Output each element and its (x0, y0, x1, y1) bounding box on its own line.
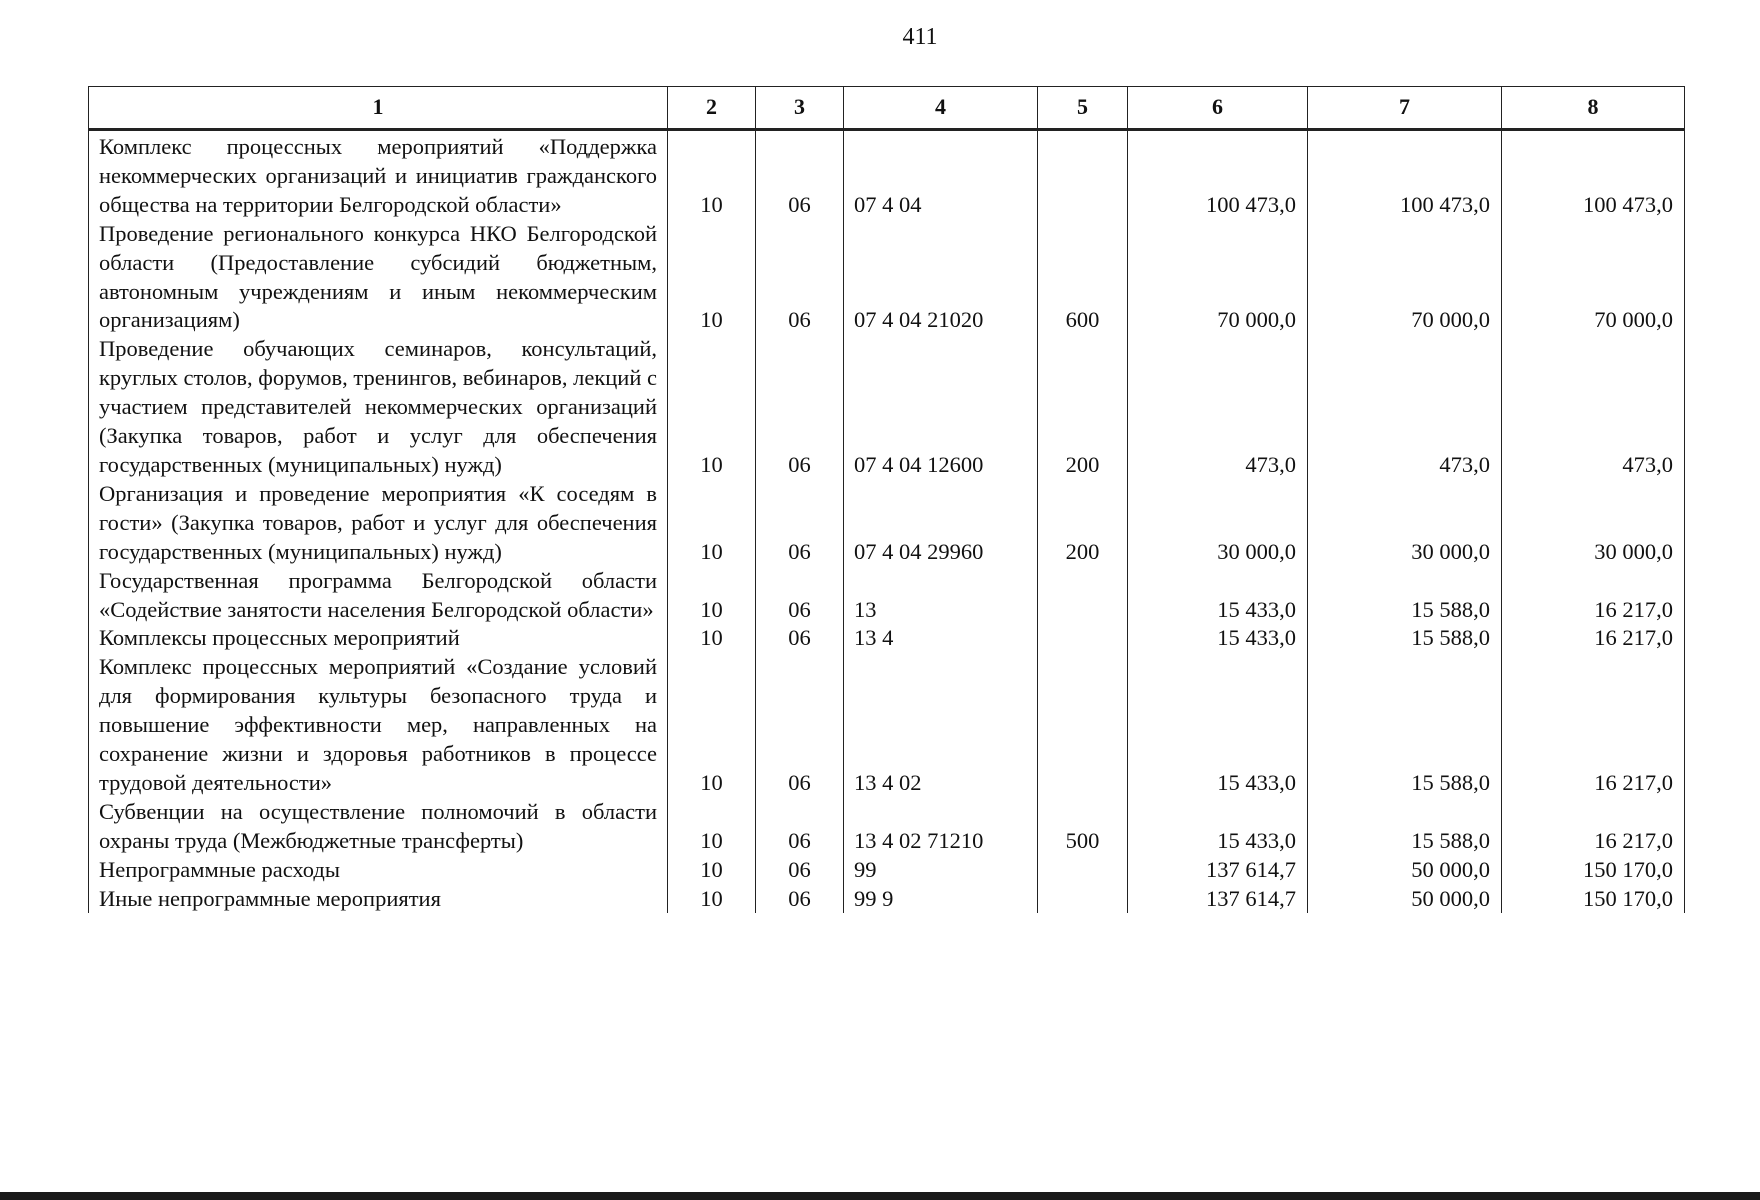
amount-col-7-cell: 100 473,0 (1308, 130, 1502, 220)
subsection-code-cell: 06 (756, 798, 844, 856)
table-body (89, 130, 1685, 914)
amount-col-7-cell: 70 000,0 (1308, 220, 1502, 336)
table-row (89, 130, 1685, 220)
section-code-cell: 10 (668, 335, 756, 480)
subsection-code-cell: 06 (756, 624, 844, 653)
section-code-cell: 10 (668, 798, 756, 856)
amount-col-6-cell: 70 000,0 (1128, 220, 1308, 336)
amount-col-6-cell: 15 433,0 (1128, 567, 1308, 625)
page-number: 411 (902, 24, 938, 50)
amount-col-7-cell: 15 588,0 (1308, 798, 1502, 856)
header-col-4: 4 (844, 87, 1038, 130)
header-col-6: 6 (1128, 87, 1308, 130)
expense-type-cell: 200 (1038, 335, 1128, 480)
header-col-3: 3 (756, 87, 844, 130)
table-row (89, 856, 1685, 885)
row-name-cell: Иные непрограммные мероприятия (89, 885, 668, 914)
row-name-cell: Комплекс процессных мероприятий «Создание условий для формирования культуры безопасного труда и повышение эффективности мер, направленных на сохранение жизни и здоровья работников в процессе трудовой деятельности» (89, 653, 668, 798)
section-code-cell: 10 (668, 567, 756, 625)
header-col-1: 1 (89, 87, 668, 130)
target-article-cell: 13 4 02 71210 (844, 798, 1038, 856)
amount-col-7-cell: 473,0 (1308, 335, 1502, 480)
section-code-cell: 10 (668, 130, 756, 220)
amount-col-7-cell: 50 000,0 (1308, 856, 1502, 885)
subsection-code-cell: 06 (756, 220, 844, 336)
amount-col-6-cell: 15 433,0 (1128, 653, 1308, 798)
row-name-cell: Проведение обучающих семинаров, консультаций, круглых столов, форумов, тренингов, вебинаров, лекций с участием представителей некоммерческих организаций (Закупка товаров, работ и услуг для обеспечения государственных (муниципальных) нужд) (89, 335, 668, 480)
header-col-7: 7 (1308, 87, 1502, 130)
target-article-cell: 99 (844, 856, 1038, 885)
subsection-code-cell: 06 (756, 335, 844, 480)
amount-col-7-cell: 50 000,0 (1308, 885, 1502, 914)
amount-col-8-cell: 150 170,0 (1502, 856, 1685, 885)
amount-col-8-cell: 150 170,0 (1502, 885, 1685, 914)
header-col-5: 5 (1038, 87, 1128, 130)
header-col-2: 2 (668, 87, 756, 130)
table-row (89, 480, 1685, 567)
section-code-cell: 10 (668, 856, 756, 885)
subsection-code-cell: 06 (756, 130, 844, 220)
expense-type-cell (1038, 885, 1128, 914)
amount-col-6-cell: 15 433,0 (1128, 798, 1308, 856)
expense-type-cell: 500 (1038, 798, 1128, 856)
row-name-cell: Субвенции на осуществление полномочий в области охраны труда (Межбюджетные трансферты) (89, 798, 668, 856)
header-row (89, 87, 1685, 130)
target-article-cell: 99 9 (844, 885, 1038, 914)
section-code-cell: 10 (668, 624, 756, 653)
amount-col-6-cell: 137 614,7 (1128, 885, 1308, 914)
subsection-code-cell: 06 (756, 856, 844, 885)
amount-col-7-cell: 15 588,0 (1308, 567, 1502, 625)
section-code-cell: 10 (668, 885, 756, 914)
amount-col-8-cell: 16 217,0 (1502, 567, 1685, 625)
expense-type-cell (1038, 130, 1128, 220)
subsection-code-cell: 06 (756, 567, 844, 625)
page-bottom-border (0, 1192, 1760, 1200)
amount-col-6-cell: 473,0 (1128, 335, 1308, 480)
target-article-cell: 13 (844, 567, 1038, 625)
amount-col-8-cell: 100 473,0 (1502, 130, 1685, 220)
amount-col-6-cell: 100 473,0 (1128, 130, 1308, 220)
target-article-cell: 13 4 02 (844, 653, 1038, 798)
table-row (89, 567, 1685, 625)
table-row (89, 798, 1685, 856)
section-code-cell: 10 (668, 480, 756, 567)
target-article-cell: 07 4 04 (844, 130, 1038, 220)
expense-type-cell (1038, 567, 1128, 625)
section-code-cell: 10 (668, 220, 756, 336)
amount-col-8-cell: 30 000,0 (1502, 480, 1685, 567)
subsection-code-cell: 06 (756, 653, 844, 798)
target-article-cell: 07 4 04 21020 (844, 220, 1038, 336)
amount-col-6-cell: 15 433,0 (1128, 624, 1308, 653)
row-name-cell: Комплексы процессных мероприятий (89, 624, 668, 653)
budget-table (88, 86, 1685, 913)
amount-col-8-cell: 16 217,0 (1502, 624, 1685, 653)
amount-col-7-cell: 30 000,0 (1308, 480, 1502, 567)
row-name-cell: Непрограммные расходы (89, 856, 668, 885)
amount-col-7-cell: 15 588,0 (1308, 653, 1502, 798)
amount-col-6-cell: 137 614,7 (1128, 856, 1308, 885)
row-name-cell: Организация и проведение мероприятия «К соседям в гости» (Закупка товаров, работ и услуг для обеспечения государственных (муниципальных) нужд) (89, 480, 668, 567)
amount-col-8-cell: 16 217,0 (1502, 653, 1685, 798)
expense-type-cell: 200 (1038, 480, 1128, 567)
table-row (89, 335, 1685, 480)
row-name-cell: Государственная программа Белгородской области «Содействие занятости населения Белгородской области» (89, 567, 668, 625)
subsection-code-cell: 06 (756, 480, 844, 567)
amount-col-8-cell: 473,0 (1502, 335, 1685, 480)
amount-col-7-cell: 15 588,0 (1308, 624, 1502, 653)
target-article-cell: 07 4 04 12600 (844, 335, 1038, 480)
section-code-cell: 10 (668, 653, 756, 798)
row-name-cell: Комплекс процессных мероприятий «Поддержка некоммерческих организаций и инициатив гражданского общества на территории Белгородской области» (89, 130, 668, 220)
table-row (89, 653, 1685, 798)
amount-col-8-cell: 16 217,0 (1502, 798, 1685, 856)
table-row (89, 885, 1685, 914)
amount-col-8-cell: 70 000,0 (1502, 220, 1685, 336)
table-row (89, 220, 1685, 336)
expense-type-cell (1038, 856, 1128, 885)
target-article-cell: 07 4 04 29960 (844, 480, 1038, 567)
amount-col-6-cell: 30 000,0 (1128, 480, 1308, 567)
target-article-cell: 13 4 (844, 624, 1038, 653)
table-row (89, 624, 1685, 653)
subsection-code-cell: 06 (756, 885, 844, 914)
header-col-8: 8 (1502, 87, 1685, 130)
expense-type-cell (1038, 653, 1128, 798)
expense-type-cell (1038, 624, 1128, 653)
expense-type-cell: 600 (1038, 220, 1128, 336)
row-name-cell: Проведение регионального конкурса НКО Белгородской области (Предоставление субсидий бюджетным, автономным учреждениям и иным некоммерческим организациям) (89, 220, 668, 336)
